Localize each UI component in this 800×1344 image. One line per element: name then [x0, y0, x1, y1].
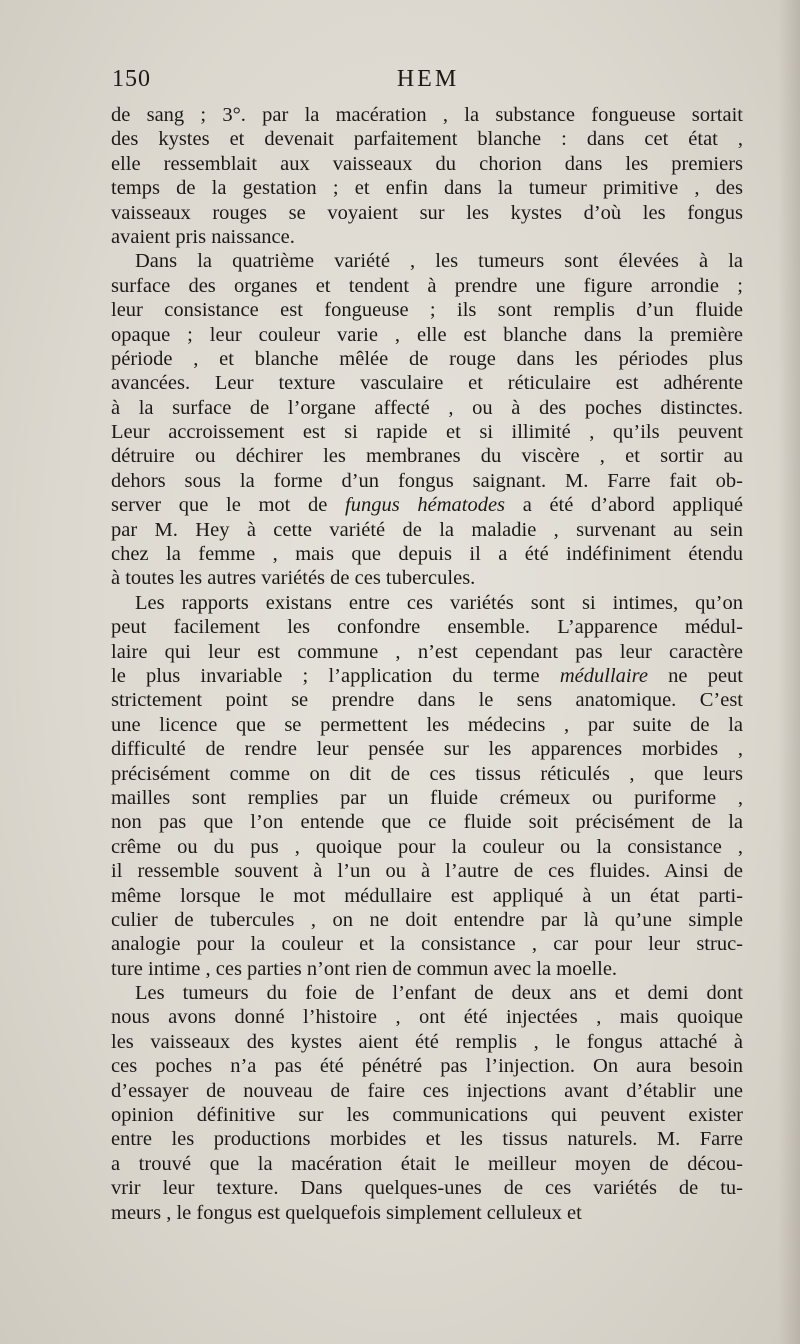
text-line: meurs , le fongus est quelquefois simplement celluleux et	[111, 1201, 582, 1224]
text-line: strictement point se prendre dans le sens anatomique. C’est	[111, 689, 743, 712]
text-line: des kystes et devenait parfaitement blanche : dans cet état ,	[111, 128, 743, 151]
body-text	[111, 103, 743, 1225]
text-line: même lorsque le mot médullaire est appliqué à un état parti-	[111, 884, 743, 907]
text-line: ces poches n’a pas été pénétré pas l’injection. On aura besoin	[111, 1055, 743, 1078]
text-line: par M. Hey à cette variété de la maladie , survenant au sein	[111, 518, 743, 541]
text-line: opinion définitive sur les communications qui peuvent exister	[111, 1104, 743, 1127]
text-line: peut facilement les confondre ensemble. L’apparence médul-	[111, 616, 743, 639]
text-line: Les rapports existans entre ces variétés sont si intimes, qu’on	[135, 591, 743, 614]
text-line: dehors sous la forme d’un fongus saignant. M. Farre fait ob-	[111, 469, 743, 492]
text-line: surface des organes et tendent à prendre une figure arrondie ;	[111, 274, 743, 297]
text-run: le plus invariable ; l’application du terme	[111, 664, 560, 687]
text-line: mailles sont remplies par un fluide crémeux ou puriforme ,	[111, 786, 743, 809]
text-line: nous avons donné l’histoire , ont été injectées , mais quoique	[111, 1006, 743, 1029]
text-line: ture intime , ces parties n’ont rien de commun avec la moelle.	[111, 957, 618, 980]
text-line: chez la femme , mais que depuis il a été indéfiniment étendu	[111, 543, 743, 566]
text-line: précisément comme on dit de ces tissus réticulés , que leurs	[111, 762, 743, 785]
text-line: laire qui leur est commune , n’est cependant pas leur caractère	[111, 640, 743, 663]
text-line: détruire ou déchirer les membranes du viscère , et sortir au	[111, 445, 743, 468]
text-line: a trouvé que la macération était le meilleur moyen de décou-	[111, 1152, 743, 1175]
text-line: il ressemble souvent à l’un ou à l’autre de ces fluides. Ainsi de	[111, 860, 743, 883]
italic-term: fungus hématodes	[345, 494, 506, 517]
running-head: HEM	[396, 66, 460, 92]
text-line: Leur accroissement est si rapide et si illimité , qu’ils peuvent	[111, 421, 743, 444]
text-line: de sang ; 3°. par la macération , la substance fongueuse sortait	[111, 104, 743, 126]
paragraph	[111, 591, 743, 981]
text-line: Les tumeurs du foie de l’enfant de deux ans et demi dont	[135, 982, 743, 1005]
text-line: culier de tubercules , on ne doit entendre par là qu’une simple	[111, 908, 743, 931]
text-run: server que le mot de	[111, 494, 346, 517]
text-run: a été d’abord appliqué	[505, 494, 743, 517]
paragraph	[111, 249, 743, 590]
text-line: vaisseaux rouges se voyaient sur les kystes d’où les fongus	[111, 201, 743, 224]
text-line: une licence que se permettent les médecins , par suite de la	[111, 713, 743, 736]
text-line: analogie pour la couleur et la consistance , car pour leur struc-	[111, 933, 743, 956]
text-line: entre les productions morbides et les tissus naturels. M. Farre	[111, 1128, 743, 1151]
text-line: avaient pris naissance.	[111, 225, 295, 248]
text-line: vrir leur texture. Dans quelques-unes de ces variétés de tu-	[111, 1177, 743, 1200]
text-line: difficulté de rendre leur pensée sur les apparences morbides ,	[111, 738, 743, 761]
text-line: elle ressemblait aux vaisseaux du chorion dans les premiers	[111, 152, 743, 175]
italic-term: médullaire	[559, 664, 648, 687]
text-line: période , et blanche mêlée de rouge dans les périodes plus	[111, 347, 743, 370]
text-run: ne peut	[647, 664, 744, 687]
paragraph	[111, 103, 743, 249]
text-line: les vaisseaux des kystes aient été remplis , le fongus attaché à	[111, 1030, 743, 1053]
text-line: d’essayer de nouveau de faire ces injections avant d’établir une	[111, 1079, 743, 1102]
paragraph	[111, 981, 743, 1225]
text-line	[111, 664, 743, 688]
page-header	[112, 66, 744, 98]
text-line	[111, 493, 743, 517]
text-line: à la surface de l’organe affecté , ou à des poches distinctes.	[111, 396, 743, 419]
text-line: Dans la quatrième variété , les tumeurs sont élevées à la	[135, 250, 743, 273]
page-number: 150	[112, 66, 151, 92]
text-line: leur consistance est fongueuse ; ils sont remplis d’un fluide	[111, 299, 743, 322]
text-line: à toutes les autres variétés de ces tubercules.	[111, 567, 476, 590]
text-line: temps de la gestation ; et enfin dans la tumeur primitive , des	[111, 177, 743, 200]
text-line: non pas que l’on entende que ce fluide soit précisément de la	[111, 811, 743, 834]
text-line: crême ou du pus , quoique pour la couleur ou la consistance ,	[111, 835, 743, 858]
text-line: avancées. Leur texture vasculaire et réticulaire est adhérente	[111, 372, 743, 395]
text-line: opaque ; leur couleur varie , elle est blanche dans la première	[111, 323, 743, 346]
